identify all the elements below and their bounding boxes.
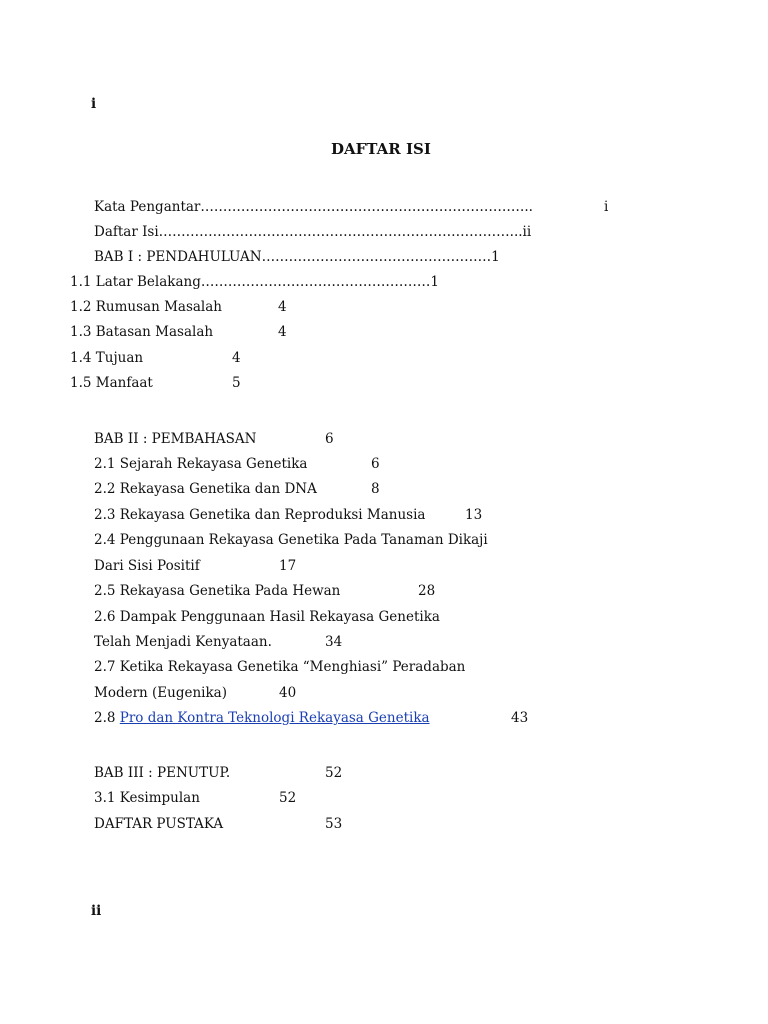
toc-2-2-page: 8 [371,481,380,497]
toc-kata-pengantar-page: i [604,199,609,215]
toc-2-1-page: 6 [371,456,380,472]
toc-1-3-page: 4 [278,324,287,340]
toc-2-4: 2.4 Penggunaan Rekayasa Genetika Pada Tanaman Dikaji [94,532,488,548]
toc-1-2-page: 4 [278,299,287,315]
toc-2-2: 2.2 Rekayasa Genetika dan DNA [94,481,317,497]
toc-2-8-link[interactable]: Pro dan Kontra Teknologi Rekayasa Genetika [119,710,430,726]
toc-2-1: 2.1 Sejarah Rekayasa Genetika [94,456,308,472]
toc-kata-pengantar: Kata Pengantar……………………………………………………………….. [94,199,533,215]
toc-bab2-page: 6 [325,431,334,447]
toc-bab1: BAB I : PENDAHULUAN……………………………………………1 [94,249,500,265]
toc-2-5: 2.5 Rekayasa Genetika Pada Hewan [94,583,341,599]
toc-1-2: 1.2 Rumusan Masalah [70,299,222,315]
toc-bab3-page: 52 [325,765,343,781]
toc-2-6-page: 34 [325,634,343,650]
toc-2-7-line2: Modern (Eugenika) [94,685,227,701]
toc-2-6-line2: Telah Menjadi Kenyataan. [94,634,272,650]
toc-2-8 [94,709,430,727]
toc-daftar-pustaka: DAFTAR PUSTAKA [94,816,224,832]
toc-bab2: BAB II : PEMBAHASAN [94,431,257,447]
toc-2-8-prefix: 2.8 [94,710,120,726]
toc-2-6: 2.6 Dampak Penggunaan Hasil Rekayasa Genetika [94,609,440,625]
toc-1-1: 1.1 Latar Belakang……………………………………………1 [70,274,439,290]
toc-2-3: 2.3 Rekayasa Genetika dan Reproduksi Manusia [94,507,426,523]
toc-1-4: 1.4 Tujuan [70,350,144,366]
toc-2-4-page: 17 [279,558,297,574]
toc-1-5-page: 5 [232,375,241,391]
toc-1-3: 1.3 Batasan Masalah [70,324,214,340]
toc-1-5: 1.5 Manfaat [70,375,153,391]
toc-2-4-line2: Dari Sisi Positif [94,558,200,574]
page-title: DAFTAR ISI [331,140,431,158]
toc-2-5-page: 28 [418,583,436,599]
toc-2-8-page: 43 [511,710,529,726]
toc-daftar-isi: Daftar Isi……………………………………………………………………...ii [94,224,532,240]
page-number-top: i [91,96,97,112]
page-number-bottom: ii [91,903,102,919]
toc-2-7-page: 40 [279,685,297,701]
toc-daftar-pustaka-page: 53 [325,816,343,832]
toc-2-7: 2.7 Ketika Rekayasa Genetika “Menghiasi” Peradaban [94,659,466,675]
toc-2-3-page: 13 [465,507,483,523]
toc-3-1-page: 52 [279,790,297,806]
toc-3-1: 3.1 Kesimpulan [94,790,200,806]
toc-1-4-page: 4 [232,350,241,366]
toc-bab3: BAB III : PENUTUP. [94,765,231,781]
